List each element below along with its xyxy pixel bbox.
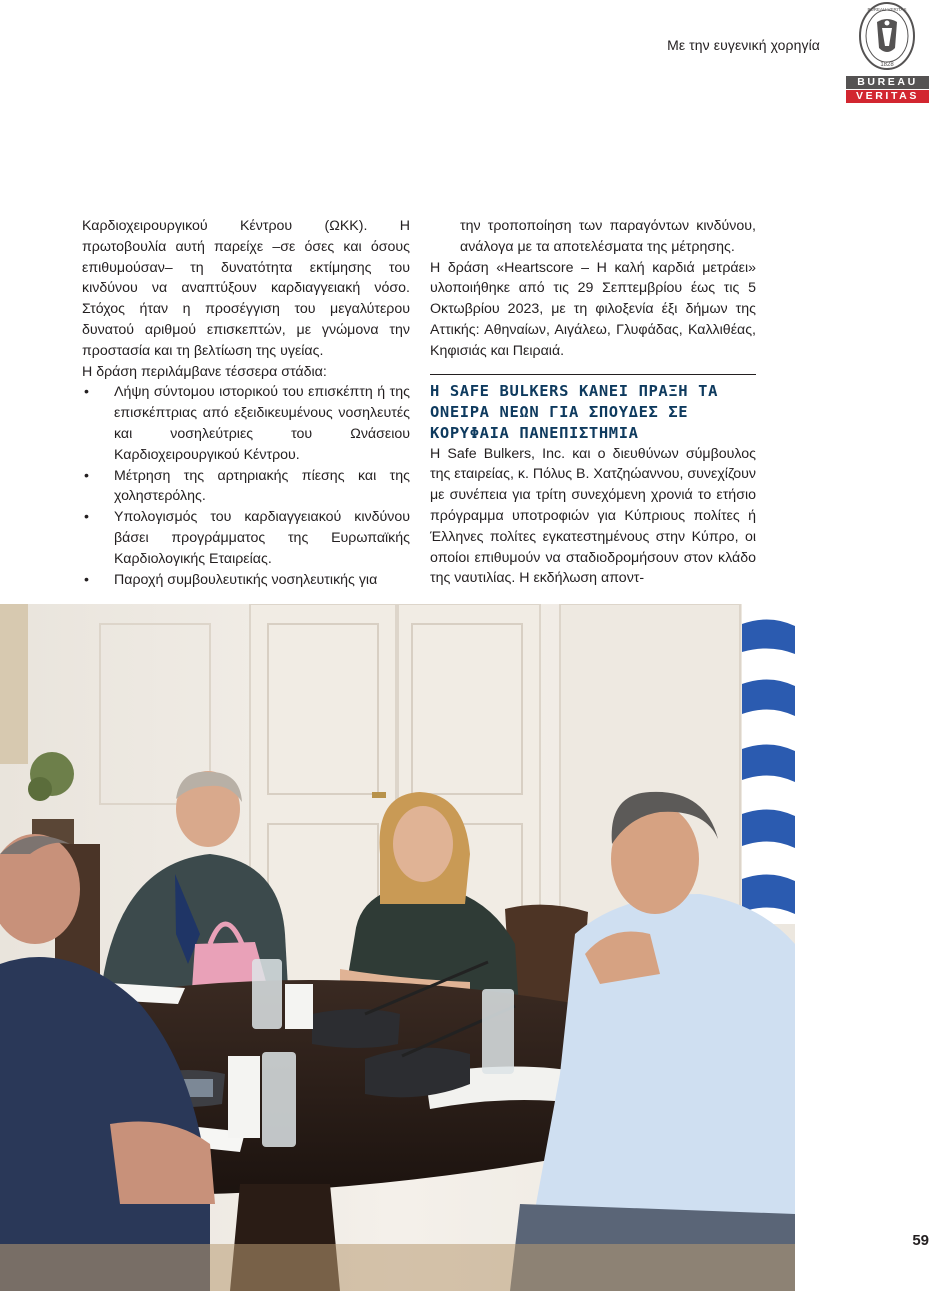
continued-text: την τροποποίηση των παραγόντων κινδύνου, ανάλογα με τα αποτελέσματα της μέτρησης. [460, 218, 756, 255]
logo-bureau-text: BUREAU [846, 76, 929, 89]
section-heading: Η SAFE BULKERS ΚΑΝΕΙ ΠΡΑΞΗ ΤΑ ΟΝΕΙΡΑ ΝΕΩΝ ΓΙΑ ΣΠΟΥΔΕΣ ΣΕ ΚΟΡΥΦΑΙΑ ΠΑΝΕΠΙΣΤΗΜΙΑ [430, 381, 719, 442]
bureau-veritas-seal-icon [858, 2, 916, 74]
list-item-text: Παροχή συμβουλευτικής νοσηλευτικής για [114, 571, 378, 588]
safe-bulkers-paragraph: Η Safe Bulkers, Inc. και ο διευθύνων σύμβουλος της εταιρείας, κ. Πόλυς Β. Χατζηώαννου, συνεχίζουν με συνέπεια για τρίτη συνεχόμενη χρονιά το ετήσιο πρόγραμμα υποτροφιών για Κύπριους πολίτες ή Έλληνες πολίτες εγκατεστημένους στην Κύπρο, οι οποίοι επιθυμούν να σταδιοδρομήσουν στον κλάδο της ναυτιλίας. Η εκδήλωση αποντ- [430, 445, 756, 587]
list-item-text: Υπολογισμός του καρδιαγγειακού κινδύνου βάσει προγράμματος της Ευρωπαϊκής Καρδιολογικής Εταιρείας. [114, 509, 410, 567]
meeting-photo-illustration [0, 604, 795, 1291]
list-item [82, 466, 410, 508]
seal-text-top: BUREAU VERITAS [867, 7, 907, 12]
bullet-icon: • [84, 509, 89, 526]
logo-veritas-text: VERITAS [846, 90, 929, 103]
list-item [82, 570, 410, 591]
list-item [82, 382, 410, 465]
sponsor-text: Με την ευγενική χορηγία [667, 37, 820, 53]
meeting-photo [0, 604, 795, 1291]
seal-year: 1828 [880, 62, 894, 68]
left-column [82, 216, 410, 590]
heartscore-paragraph: Η δράση «Heartscore – Η καλή καρδιά μετράει» υλοποιήθηκε από τις 29 Σεπτεμβρίου έως τις 5 Οκτωβρίου 2023, με τη φιλοξενία έξι δήμων της Αττικής: Αθηναίων, Αιγάλεω, Γλυφάδας, Καλλιθέας, Κηφισιάς και Πειραιά. [430, 259, 756, 359]
section-divider [430, 374, 756, 375]
bullet-icon: • [84, 467, 89, 484]
bullet-icon: • [84, 384, 89, 401]
bullet-icon: • [84, 571, 89, 588]
stages-intro: Η δράση περιλάμβανε τέσσερα στάδια: [82, 363, 327, 380]
stages-list [82, 382, 410, 590]
list-item-text: Μέτρηση της αρτηριακής πίεσης και της χοληστερόλης. [114, 467, 410, 505]
list-item [82, 507, 410, 569]
right-column [430, 216, 756, 589]
bureau-veritas-logo [846, 2, 929, 102]
page-number: 59 [912, 1232, 929, 1249]
intro-paragraph: Καρδιοχειρουργικού Κέντρου (ΩΚΚ). Η πρωτοβουλία αυτή παρείχε –σε όσες και όσους επιθυμούσαν– τη δυνατότητα εκτίμησης του κινδύνου να αναπτύξουν καρδιαγγειακή νόσο. Στόχος ήταν η προσέγγιση του μεγαλύτερου δυνατού αριθμού επισκεπτών, με γνώμονα την προστασία και τη βελτίωση της υγείας. [82, 218, 410, 359]
list-item-text: Λήψη σύντομου ιστορικού του επισκέπτη ή της επισκέπτριας από εξειδικευμένους νοσηλευτές και νοσηλεύτριες του Ωνάσειου Καρδιοχειρουργικού Κέντρου. [114, 384, 410, 463]
